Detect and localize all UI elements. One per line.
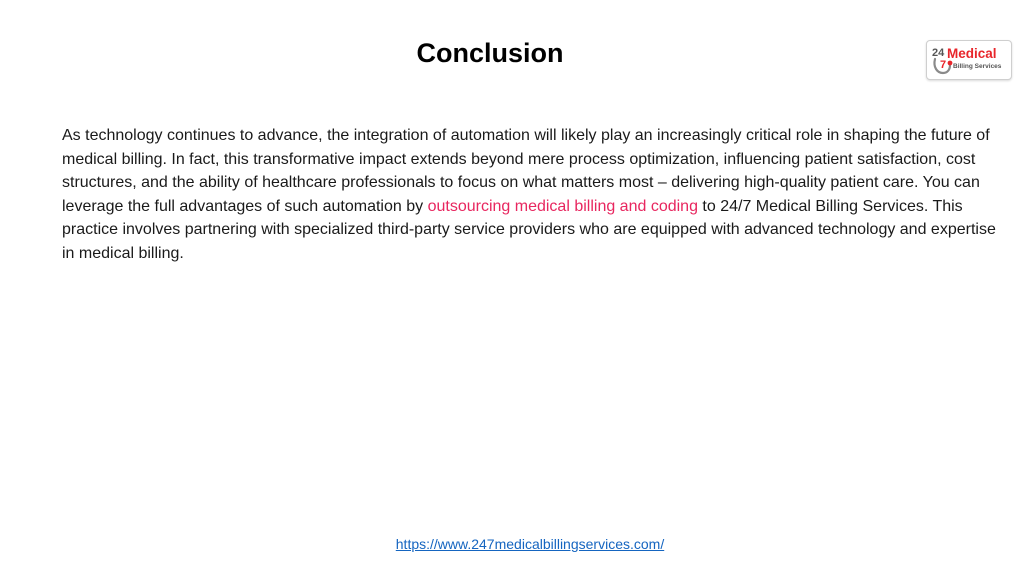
logo-brand: Medical xyxy=(947,46,997,61)
conclusion-paragraph xyxy=(62,124,1004,266)
logo-number-7: 7 xyxy=(940,59,947,71)
247-medical-billing-logo-icon xyxy=(927,41,1011,79)
outsourcing-link[interactable]: outsourcing medical billing and coding xyxy=(427,197,698,215)
paragraph-text-after-link: to 24/7 Medical Billing Services. This practice involves partnering with specialized third-party service providers who are equipped with advanced technology and expertise in medical billing. xyxy=(62,197,996,262)
logo-number-24: 24 xyxy=(932,47,945,59)
paragraph-text-before-link: As technology continues to advance, the integration of automation will likely play an increasingly critical role in shaping the future of medical billing. In fact, this transformative impact extends beyond mere process optimization, influencing patient satisfaction, cost structures, and the ability of healthcare professionals to focus on what matters most – delivering high-quality patient care. You can leverage the full advantages of such automation by xyxy=(62,127,990,215)
company-logo xyxy=(926,40,1012,80)
footer-website-link[interactable]: https://www.247medicalbillingservices.com/ xyxy=(395,536,665,552)
logo-tagline: Billing Services xyxy=(953,63,1002,70)
slide-title: Conclusion xyxy=(416,38,564,68)
